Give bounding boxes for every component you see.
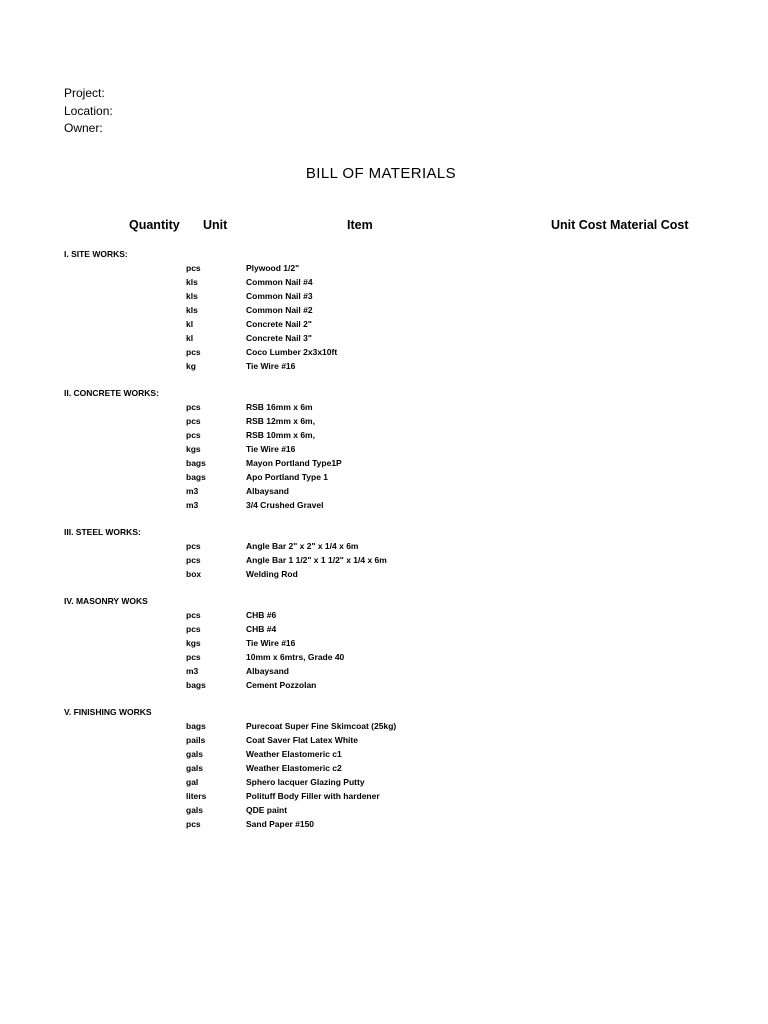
table-row xyxy=(64,442,744,456)
row-unit: m3 xyxy=(186,486,199,496)
table-row xyxy=(64,650,744,664)
row-item: Tie Wire #16 xyxy=(246,638,296,648)
row-unit: kls xyxy=(186,291,198,301)
row-item: Weather Elastomeric c1 xyxy=(246,749,342,759)
table-row xyxy=(64,359,744,373)
table-row xyxy=(64,456,744,470)
row-unit: pcs xyxy=(186,610,201,620)
row-item: Plywood 1/2" xyxy=(246,263,300,273)
row-item: Common Nail #3 xyxy=(246,291,313,301)
row-unit: pcs xyxy=(186,624,201,634)
row-unit: pcs xyxy=(186,652,201,662)
row-item: Tie Wire #16 xyxy=(246,361,296,371)
table-row xyxy=(64,761,744,775)
row-item: Common Nail #2 xyxy=(246,305,313,315)
row-unit: box xyxy=(186,569,202,579)
row-unit: pcs xyxy=(186,402,201,412)
row-item: Angle Bar 1 1/2" x 1 1/2" x 1/4 x 6m xyxy=(246,555,387,565)
section-title: V. FINISHING WORKS xyxy=(64,707,152,717)
row-item: Welding Rod xyxy=(246,569,298,579)
table-row xyxy=(64,275,744,289)
column-header-quantity: Quantity xyxy=(129,218,180,232)
row-unit: gals xyxy=(186,763,204,773)
row-item: RSB 12mm x 6m, xyxy=(246,416,315,426)
table-row xyxy=(64,484,744,498)
row-unit: m3 xyxy=(186,500,199,510)
row-unit: pcs xyxy=(186,555,201,565)
document-title: BILL OF MATERIALS xyxy=(305,165,457,182)
row-item: Sand Paper #150 xyxy=(246,819,315,829)
row-unit: gals xyxy=(186,805,204,815)
row-item: RSB 16mm x 6m xyxy=(246,402,313,412)
table-row xyxy=(64,400,744,414)
row-item: Albaysand xyxy=(246,486,289,496)
row-unit: gal xyxy=(186,777,199,787)
row-item: 10mm x 6mtrs, Grade 40 xyxy=(246,652,345,662)
table-row xyxy=(64,428,744,442)
row-unit: pcs xyxy=(186,819,201,829)
row-unit: kg xyxy=(186,361,196,371)
table-row xyxy=(64,317,744,331)
table-row xyxy=(64,817,744,831)
table-row xyxy=(64,636,744,650)
row-item: CHB #4 xyxy=(246,624,277,634)
materials-section xyxy=(64,706,744,831)
table-row xyxy=(64,303,744,317)
row-item: 3/4 Crushed Gravel xyxy=(246,500,324,510)
row-unit: kgs xyxy=(186,638,201,648)
row-unit: pails xyxy=(186,735,206,745)
row-item: Tie Wire #16 xyxy=(246,444,296,454)
row-item: Mayon Portland Type1P xyxy=(246,458,342,468)
row-unit: pcs xyxy=(186,541,201,551)
section-title: III. STEEL WORKS: xyxy=(64,527,141,537)
location-label: Location: xyxy=(64,103,113,118)
row-item: Coat Saver Flat Latex White xyxy=(246,735,358,745)
table-row xyxy=(64,664,744,678)
table-row xyxy=(64,553,744,567)
table-row xyxy=(64,539,744,553)
materials-section xyxy=(64,248,744,373)
table-row xyxy=(64,775,744,789)
row-item: Polituff Body Filler with hardener xyxy=(246,791,380,801)
row-item: Angle Bar 2" x 2" x 1/4 x 6m xyxy=(246,541,359,551)
row-unit: m3 xyxy=(186,666,199,676)
row-unit: kl xyxy=(186,319,194,329)
table-row xyxy=(64,733,744,747)
row-item: CHB #6 xyxy=(246,610,277,620)
section-title: IV. MASONRY WOKS xyxy=(64,596,148,606)
table-row xyxy=(64,345,744,359)
row-item: Concrete Nail 3" xyxy=(246,333,312,343)
row-unit: kl xyxy=(186,333,194,343)
project-label: Project: xyxy=(64,86,105,100)
row-item: Coco Lumber 2x3x10ft xyxy=(246,347,338,357)
materials-section xyxy=(64,526,744,581)
table-row xyxy=(64,622,744,636)
column-header-unit-cost-material-cost: Unit Cost Material Cost xyxy=(551,218,689,232)
row-unit: pcs xyxy=(186,347,201,357)
column-header-unit: Unit xyxy=(203,218,228,232)
owner-label: Owner: xyxy=(64,121,103,135)
section-title: I. SITE WORKS: xyxy=(64,249,128,259)
row-item: Cement Pozzolan xyxy=(246,680,317,690)
table-row xyxy=(64,289,744,303)
row-unit: kls xyxy=(186,305,198,315)
row-item: QDE paint xyxy=(246,805,288,815)
row-unit: pcs xyxy=(186,416,201,426)
section-title: II. CONCRETE WORKS: xyxy=(64,388,159,398)
table-row xyxy=(64,719,744,733)
row-unit: pcs xyxy=(186,430,201,440)
row-item: RSB 10mm x 6m, xyxy=(246,430,315,440)
row-item: Common Nail #4 xyxy=(246,277,313,287)
table-row xyxy=(64,678,744,692)
row-unit: gals xyxy=(186,749,204,759)
materials-section xyxy=(64,595,744,692)
row-item: Albaysand xyxy=(246,666,289,676)
table-row xyxy=(64,803,744,817)
materials-section xyxy=(64,387,744,512)
row-item: Purecoat Super Fine Skimcoat (25kg) xyxy=(246,721,397,731)
table-row xyxy=(64,261,744,275)
table-row xyxy=(64,608,744,622)
row-item: Weather Elastomeric c2 xyxy=(246,763,342,773)
row-unit: liters xyxy=(186,791,207,801)
row-unit: bags xyxy=(186,680,206,690)
row-unit: kls xyxy=(186,277,198,287)
table-row xyxy=(64,498,744,512)
project-info xyxy=(64,85,113,138)
table-row xyxy=(64,789,744,803)
row-unit: kgs xyxy=(186,444,201,454)
table-row xyxy=(64,470,744,484)
column-header-item: Item xyxy=(347,218,373,232)
row-unit: bags xyxy=(186,458,206,468)
row-item: Apo Portland Type 1 xyxy=(246,472,329,482)
row-item: Sphero lacquer Glazing Putty xyxy=(246,777,365,787)
table-row xyxy=(64,414,744,428)
row-unit: bags xyxy=(186,472,206,482)
materials-table xyxy=(64,248,744,845)
row-item: Concrete Nail 2" xyxy=(246,319,312,329)
row-unit: bags xyxy=(186,721,206,731)
table-row xyxy=(64,331,744,345)
row-unit: pcs xyxy=(186,263,201,273)
table-row xyxy=(64,567,744,581)
table-row xyxy=(64,747,744,761)
